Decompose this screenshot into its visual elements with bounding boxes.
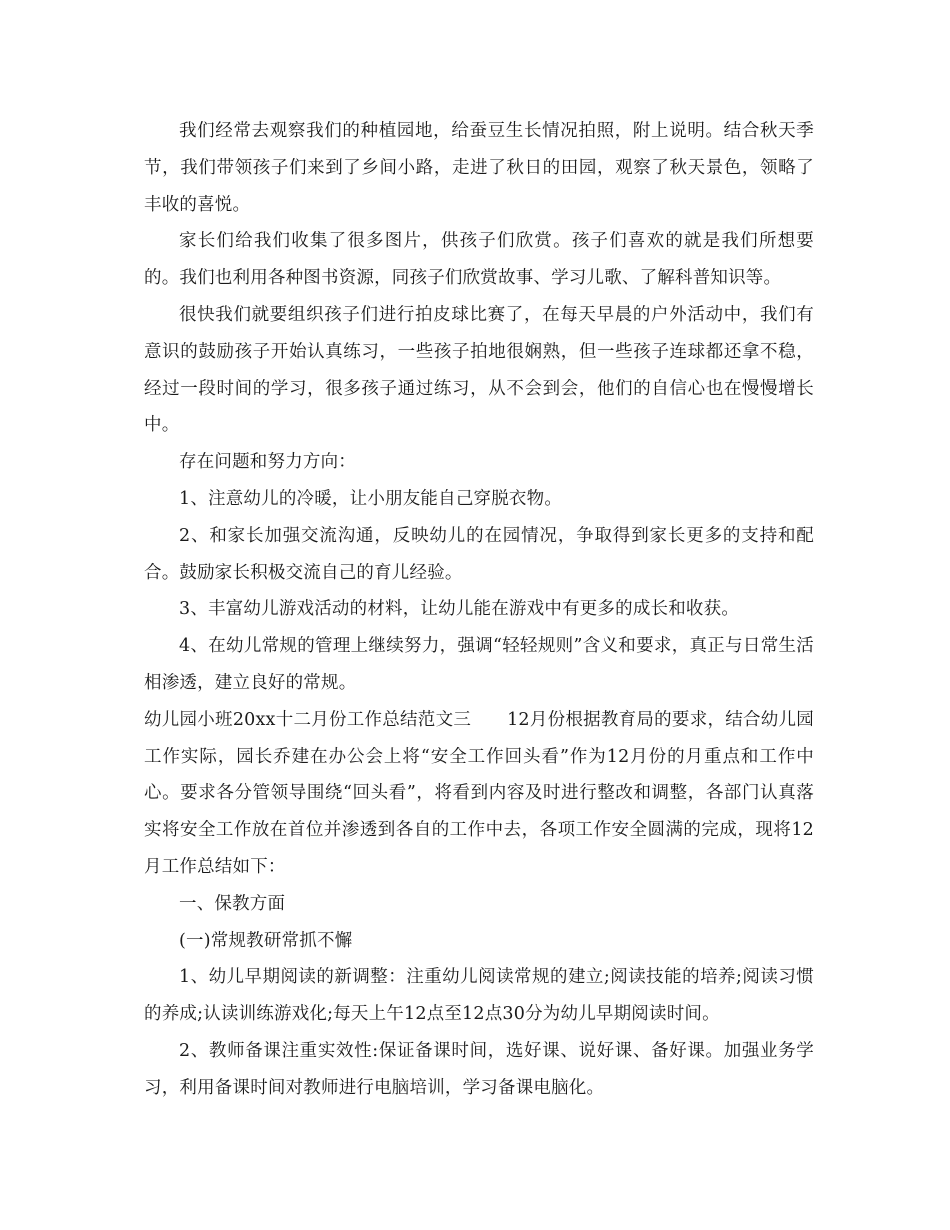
paragraph-lesson-prep: 2、教师备课注重实效性:保证备课时间，选好课、说好课、备好课。加强业务学习，利用备课时间对教师进行电脑培训，学习备课电脑化。 [144,1040,814,1098]
paragraph-planting-observation: 我们经常去观察我们的种植园地，给蚕豆生长情况拍照，附上说明。结合秋天季节，我们带领孩子们来到了乡间小路，走进了秋日的田园，观察了秋天景色，领略了丰收的喜悦。 [144,121,814,215]
document-body [144,113,814,1107]
section-block [144,702,814,886]
section-title: 幼儿园小班20xx十二月份工作总结范文三 [144,709,472,730]
list-item-3: 3、丰富幼儿游戏活动的材料，让幼儿能在游戏中有更多的成长和收获。 [179,599,740,620]
heading-childcare: 一、保教方面 [179,893,286,914]
list-item-1: 1、注意幼儿的冷暖，让小朋友能自己穿脱衣物。 [179,488,563,509]
section-intro: 12月份根据教育局的要求，结合幼儿园工作实际，园长乔建在办公会上将“安全工作回头看”作为12月份的月重点和工作中心。要求各分管领导围绕“回头看”，将看到内容及时进行整改和调整，各部门认真落实将安全工作放在首位并渗透到各自的工作中去，各项工作安全圆满的完成，现将12月工作总结如下： [144,709,814,877]
paragraph-parents-pictures: 家长们给我们收集了很多图片，供孩子们欣赏。孩子们喜欢的就是我们所想要的。我们也利用各种图书资源，同孩子们欣赏故事、学习儿歌、了解科普知识等。 [144,231,814,289]
paragraph-ball-competition: 很快我们就要组织孩子们进行拍皮球比赛了，在每天早晨的户外活动中，我们有意识的鼓励孩子开始认真练习，一些孩子拍地很娴熟，但一些孩子连球都还拿不稳，经过一段时间的学习，很多孩子通过练习，从不会到会，他们的自信心也在慢慢增长中。 [144,304,814,436]
list-item-2: 2、和家长加强交流沟通，反映幼儿的在园情况，争取得到家长更多的支持和配合。鼓励家长积极交流自己的育儿经验。 [144,525,814,583]
paragraph-early-reading: 1、幼儿早期阅读的新调整：注重幼儿阅读常规的建立;阅读技能的培养;阅读习惯的养成;认读训练游戏化;每天上午12点至12点30分为幼儿早期阅读时间。 [144,967,814,1025]
list-item-4: 4、在幼儿常规的管理上继续努力，强调“轻轻规则”含义和要求，真正与日常生活相渗透，建立良好的常规。 [144,636,814,693]
paragraph-problems-heading: 存在问题和努力方向： [179,452,356,473]
subheading-routine-research: (一)常规教研常抓不懈 [179,930,353,951]
